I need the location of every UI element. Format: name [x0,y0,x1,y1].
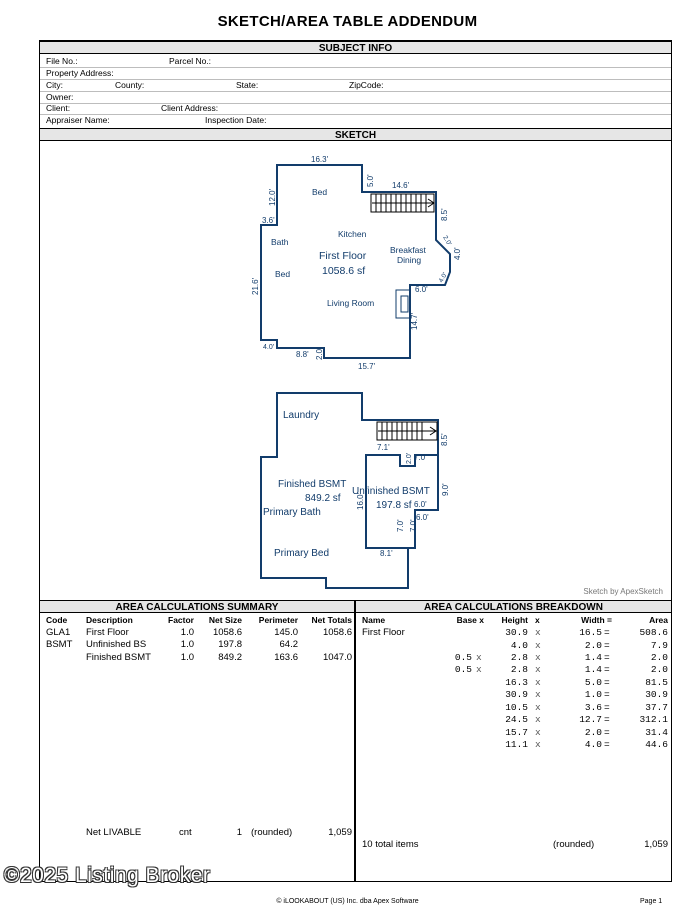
summary-col-description: Description [86,615,133,625]
bsmt-dim-6-a: 6.0' [414,500,427,509]
bsmt-dim-7-a: 7.0' [414,453,427,462]
breakdown-eq: = [604,714,610,725]
breakdown-col-base: Base x [456,615,484,625]
summary-row-code: GLA1 [46,627,71,638]
breakdown-x: x [535,727,541,738]
dim-4-b: 4.0' [437,271,449,284]
breakdown-base: 0.5 [454,652,472,663]
summary-row-perimeter: 163.6 [274,652,298,663]
room-primary-bed: Primary Bed [274,548,330,559]
breakdown-height: 15.7 [505,727,528,738]
summary-col-perimeter: Perimeter [258,615,298,625]
first-floor-area: 1058.6 sf [322,265,366,277]
breakdown-width: 2.0 [584,640,602,651]
breakdown-eq: = [604,689,610,700]
breakdown-height: 4.0 [510,640,528,651]
summary-row-netsize: 849.2 [218,652,242,663]
breakdown-total-items: 10 total items [362,839,419,850]
room-living: Living Room [327,298,375,308]
dim-12: 12.0' [268,188,277,206]
summary-row-code: BSMT [46,639,73,650]
breakdown-area: 508.6 [639,627,668,638]
breakdown-eq: = [604,727,610,738]
breakdown-x: x [535,689,541,700]
breakdown-width: 1.0 [584,689,602,700]
document-title: SKETCH/AREA TABLE ADDENDUM [217,13,478,30]
breakdown-area-name: First Floor [362,627,405,638]
breakdown-rounded: (rounded) [553,839,595,850]
inspection-date-label: Inspection Date: [205,115,267,125]
breakdown-width: 16.5 [579,627,602,638]
dim-stair-width: 14.6' [392,181,410,190]
bsmt-dim-7-c: 7.0' [409,519,418,532]
listing-watermark: ©2025 Listing Broker [4,864,211,887]
breakdown-area: 81.5 [645,677,668,688]
dim-15-7: 15.7' [358,362,376,371]
city-label: City: [46,80,63,90]
summary-col-code: Code [46,615,68,625]
breakdown-height: 2.8 [510,652,528,663]
bsmt-dim-9: 9.0' [441,483,450,496]
breakdown-area: 31.4 [645,727,668,738]
summary-row-factor: 1.0 [180,639,194,650]
dim-6: 6.0' [415,285,428,294]
summary-row-perimeter: 145.0 [274,627,298,638]
room-primary-bath: Primary Bath [263,507,321,518]
finished-bsmt-name: Finished BSMT [278,479,347,490]
net-livable-total: 1,059 [328,827,352,838]
breakdown-area: 37.7 [645,702,668,713]
breakdown-eq: = [604,664,610,675]
breakdown-width: 1.4 [584,664,602,675]
summary-row-factor: 1.0 [180,627,194,638]
dim-14-7: 14.7' [410,312,419,330]
dim-2-a: 2.0' [441,234,453,247]
breakdown-area: 2.0 [650,652,668,663]
footer-copyright: © iLOOKABOUT (US) Inc. dba Apex Software [276,898,419,905]
breakdown-x: x [535,652,541,663]
breakdown-width: 5.0 [584,677,602,688]
unfinished-bsmt-area: 197.8 sf [376,500,412,511]
breakdown-x: x [535,664,541,675]
room-laundry: Laundry [283,410,320,421]
dim-top: 16.3' [311,155,329,164]
dim-8-8: 8.8' [296,350,309,359]
summary-row-netsize: 1058.6 [212,627,242,638]
breakdown-col-area: Area [649,615,668,625]
bsmt-dim-16: 16.0' [356,492,365,510]
client-address-label: Client Address: [161,103,219,113]
breakdown-width: 2.0 [584,727,602,738]
parcel-no-label: Parcel No.: [169,56,212,66]
breakdown-height: 10.5 [505,702,528,713]
client-label: Client: [46,103,71,113]
dim-8-5: 8.5' [440,208,449,221]
table-divider [354,600,356,881]
first-floor-name: First Floor [319,250,367,262]
breakdown-height: 30.9 [505,689,528,700]
breakdown-eq: = [604,677,610,688]
breakdown-area: 30.9 [645,689,668,700]
room-bath: Bath [271,237,289,247]
owner-label: Owner: [46,92,74,102]
summary-row-description: Unfinished BS [86,639,147,650]
breakdown-eq: = [604,640,610,651]
summary-row-description: First Floor [86,627,129,638]
summary-heading: AREA CALCULATIONS SUMMARY [40,600,354,613]
summary-col-factor: Factor [168,615,194,625]
page-number: Page 1 [640,898,663,905]
room-bed-1: Bed [312,187,328,197]
breakdown-area: 2.0 [650,664,668,675]
breakdown-x: x [535,640,541,651]
breakdown-area: 44.6 [645,739,668,750]
breakdown-col-height: Height [501,615,528,625]
first-floor-stairs [371,194,434,212]
breakdown-area: 312.1 [639,714,668,725]
breakdown-total: 1,059 [644,839,668,850]
bsmt-dim-2: 2.0' [406,452,413,464]
room-dining: Dining [397,255,422,265]
dim-2-b: 2.0' [315,347,324,360]
dim-5: 5.0' [366,174,375,187]
zipcode-label: ZipCode: [349,80,384,90]
property-address-label: Property Address: [46,68,114,78]
dim-4-c: 4.0' [263,344,275,351]
bsmt-dim-6-b: 6.0' [416,513,429,522]
county-label: County: [115,80,145,90]
breakdown-width: 4.0 [584,739,602,750]
breakdown-eq: = [604,652,610,663]
finished-bsmt-area: 849.2 sf [305,493,341,504]
basement-stairs [377,422,437,440]
breakdown-x: x [535,627,541,638]
summary-row-factor: 1.0 [180,652,194,663]
bsmt-dim-7-b: 7.0' [396,519,405,532]
breakdown-x: x [535,702,541,713]
dim-21-6: 21.6' [251,277,260,295]
breakdown-col-width: Width = [581,615,612,625]
sketch-credit: Sketch by ApexSketch [583,587,663,596]
room-breakfast: Breakfast [390,245,426,255]
sketch-heading: SKETCH [40,128,671,141]
summary-row-perimeter: 64.2 [279,639,298,650]
breakdown-eq: = [604,627,610,638]
summary-row-nettotal: 1047.0 [322,652,352,663]
fireplace-outline [396,290,410,318]
summary-row-netsize: 197.8 [218,639,242,650]
room-kitchen: Kitchen [338,229,367,239]
breakdown-base-x: x [476,652,482,663]
breakdown-width: 1.4 [584,652,602,663]
breakdown-col-x: x [535,615,540,625]
breakdown-height: 16.3 [505,677,528,688]
bsmt-dim-8-5: 8.5' [440,433,449,446]
appraiser-name-label: Appraiser Name: [46,115,110,125]
bsmt-dim-7-1: 7.1' [377,443,390,452]
dim-3-6: 3.6' [262,216,275,225]
net-livable-label: Net LIVABLE [86,827,142,838]
summary-row-description: Finished BSMT [86,652,151,663]
bsmt-dim-8-1: 8.1' [380,549,393,558]
breakdown-x: x [535,739,541,750]
breakdown-x: x [535,714,541,725]
file-no-label: File No.: [46,56,78,66]
breakdown-width: 12.7 [579,714,602,725]
breakdown-eq: = [604,702,610,713]
room-bed-2: Bed [275,269,291,279]
summary-row-nettotal: 1058.6 [322,627,352,638]
dim-4-a: 4.0' [453,247,462,260]
unfinished-bsmt-name: Unfinished BSMT [352,486,430,497]
breakdown-col-name: Name [362,615,386,625]
breakdown-x: x [535,677,541,688]
summary-col-nettotals: Net Totals [311,615,352,625]
state-label: State: [236,80,259,90]
summary-col-netsize: Net Size [208,615,242,625]
breakdown-eq: = [604,739,610,750]
net-livable-count: 1 [236,827,242,838]
breakdown-heading: AREA CALCULATIONS BREAKDOWN [356,600,671,613]
breakdown-height: 11.1 [505,739,528,750]
breakdown-width: 3.6 [584,702,602,713]
breakdown-height: 2.8 [510,664,528,675]
breakdown-height: 24.5 [505,714,528,725]
subject-info-heading: SUBJECT INFO [40,41,671,54]
breakdown-area: 7.9 [650,640,668,651]
breakdown-base: 0.5 [454,664,472,675]
net-livable-unit: cnt [179,827,192,838]
breakdown-height: 30.9 [505,627,528,638]
breakdown-base-x: x [476,664,482,675]
net-livable-rounded: (rounded) [251,827,293,838]
